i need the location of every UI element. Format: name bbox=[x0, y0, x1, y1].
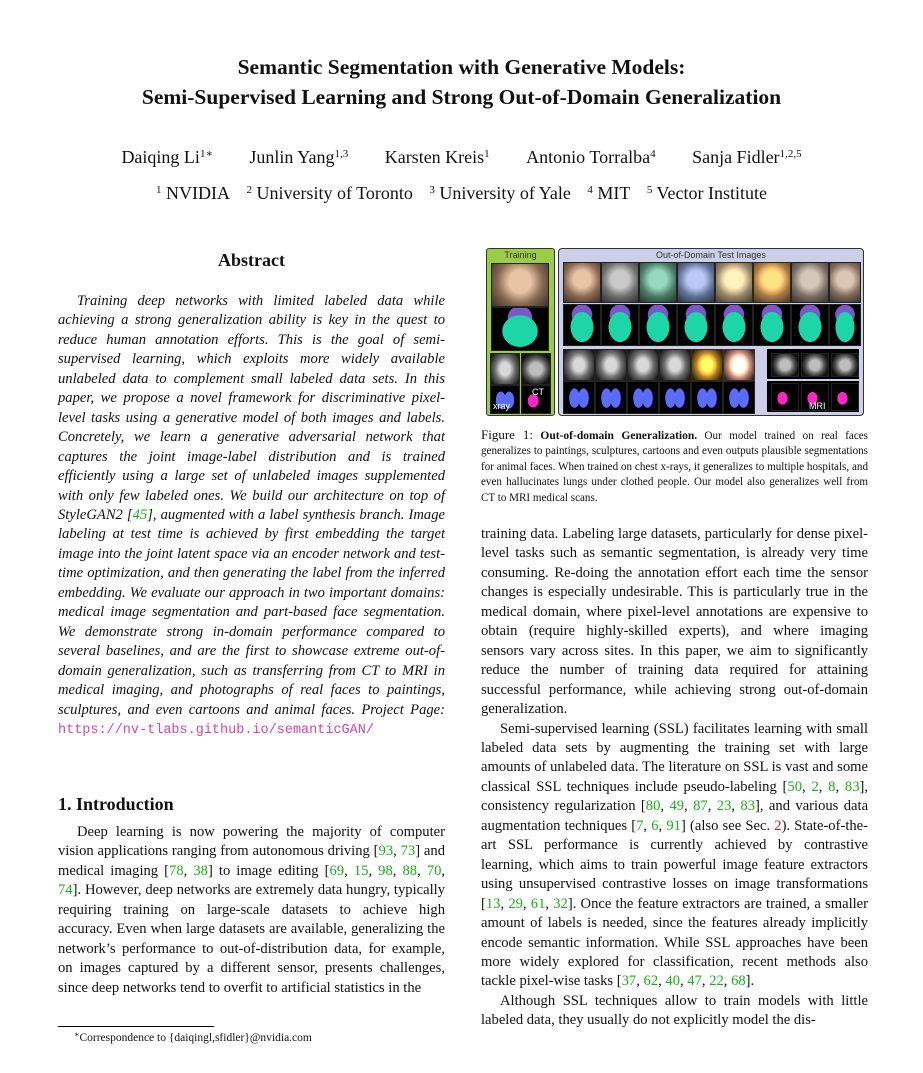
author: Karsten Kreis$^1$ bbox=[384, 147, 490, 167]
author: Daiqing $Li^{1∗}$ bbox=[121, 147, 213, 167]
affiliation: $^3$ University of Yale bbox=[429, 183, 571, 203]
author-list bbox=[0, 144, 923, 170]
test-xray bbox=[595, 349, 627, 381]
test-mri-segmentation bbox=[831, 383, 859, 411]
paragraph: Deep learning is now powering the majority of computer vision applications ranging from autonomous driving [93, 73] and medical imaging [78, 38] to image editing [69, 15, 98, 88, 70, 74]. However, deep networks are extremely data hungry, typically requiring training on large-scale datasets to achieve high accuracy. Even when large datasets are available, generalizing the network’s performance to out-of-distribution data, for example, on images captured by a different sensor, presents challenges, since deep networks tend to overfit to artificial statistics in the bbox=[58, 824, 446, 996]
paragraph: Semi-supervised learning (SSL) facilitates learning with small labeled data sets by augmenting the training set with large amounts of unlabeled data. The literature on SSL is vast and some classical SSL techniques include pseudo-labeling [50, 2, 8, 83], consistency regularization [80, 49, 87, 23, 83], and various data augmentation techniques [7, 6, 91] (also see Sec. 2). State-of-the-art SSL performance is currently achieved by contrastive learning, which aims to train powerful image feature extractors using unsupervised contrastive losses on image transformations [13, 29, 61, 32]. Once the feature extractors are trained, a smaller amount of labels is needed, since the features already implicitly encode semantic information. While SSL approaches have been more widely explored for classification, recent methods also tackle pixel-wise tasks [37, 62, 40, 47, 22, 68]. bbox=[481, 720, 869, 990]
author: Antonio Torralba$^4$ bbox=[526, 147, 656, 167]
mri-label: MRI bbox=[809, 401, 826, 411]
test-lung-segmentation bbox=[723, 381, 755, 414]
test-image bbox=[753, 262, 791, 303]
citation-link[interactable]: 69 bbox=[329, 862, 345, 879]
citation-link[interactable]: 62 bbox=[643, 973, 659, 990]
test-image bbox=[829, 262, 861, 303]
paragraph: training data. Labeling large datasets, particularly for dense pixel-level tasks such as semantic segmentation, is already very time consuming. Re-doing the annotation effort each time the sensor changes is especially undesirable. This is particularly true in the medical domain, where pixel-level annotations are expensive to obtain (require highly-skilled experts), and where imaging sensors vary across sites. In this paper, we aim to significantly reduce the number of training data required for attaining successful performance, while achieving strong out-of-domain generalization. bbox=[481, 526, 868, 718]
ct-label: CT bbox=[532, 387, 544, 397]
test-image bbox=[791, 262, 829, 303]
citation-link[interactable]: 78 bbox=[169, 862, 184, 879]
citation-link[interactable]: 8 bbox=[828, 778, 836, 795]
test-lung-segmentation bbox=[691, 381, 723, 414]
citation-link[interactable]: 50 bbox=[787, 778, 802, 795]
affiliation: $^4$ MIT bbox=[587, 183, 631, 203]
citation-link[interactable]: 83 bbox=[844, 778, 860, 795]
training-label: Training bbox=[504, 250, 537, 260]
footnote-rule bbox=[58, 1026, 214, 1027]
test-mri bbox=[801, 353, 829, 377]
test-image bbox=[639, 262, 677, 303]
xray-image bbox=[490, 353, 520, 385]
test-segmentation bbox=[563, 304, 601, 346]
affiliation-list bbox=[0, 180, 923, 206]
test-mri-segmentation bbox=[771, 383, 799, 411]
citation-link[interactable]: 15 bbox=[353, 862, 369, 879]
citation-link[interactable]: 7 bbox=[636, 817, 644, 834]
paper-title bbox=[0, 52, 923, 112]
citation-link[interactable]: 83 bbox=[740, 798, 756, 815]
face-segmentation bbox=[491, 307, 549, 351]
citation-link[interactable]: 98 bbox=[378, 862, 393, 879]
test-image bbox=[677, 262, 715, 303]
citation-link[interactable]: 37 bbox=[621, 973, 637, 990]
paragraph: Although SSL techniques allow to train models with little labeled data, they usually do not explicitly model the dis- bbox=[481, 992, 868, 1029]
test-image bbox=[563, 262, 601, 303]
test-lung-segmentation bbox=[659, 381, 691, 414]
citation-link[interactable]: 73 bbox=[400, 843, 416, 860]
citation-link[interactable]: 22 bbox=[709, 973, 724, 990]
citation-link[interactable]: 70 bbox=[426, 862, 442, 879]
project-page-link[interactable]: https://nv-tlabs.github.io/semanticGAN/ bbox=[58, 722, 374, 738]
citation-link[interactable]: 91 bbox=[666, 817, 681, 834]
test-xray bbox=[563, 349, 595, 381]
author: Junlin Yang$^{1,3}$ bbox=[249, 147, 349, 167]
title-line-2: Semi-Supervised Learning and Strong Out-of-Domain Generalization bbox=[141, 85, 782, 109]
footnote: ∗Correspondence to {daiqingl,sfidler}@nvidia.com bbox=[74, 1030, 312, 1044]
test-segmentation bbox=[677, 304, 715, 346]
test-clothed-person bbox=[723, 349, 755, 381]
affiliation: $^1$ NVIDIA bbox=[155, 183, 230, 203]
citation-link[interactable]: 87 bbox=[693, 798, 708, 815]
test-lung-segmentation bbox=[563, 381, 595, 414]
test-xray bbox=[627, 349, 659, 381]
test-image bbox=[715, 262, 753, 303]
affiliation: $^5$ Vector Institute bbox=[646, 183, 768, 203]
introduction-body bbox=[58, 823, 445, 998]
citation-link[interactable]: 47 bbox=[687, 973, 702, 990]
out-of-domain-panel bbox=[558, 248, 864, 416]
citation-link[interactable]: 68 bbox=[731, 973, 746, 990]
citation-link[interactable]: 23 bbox=[716, 798, 732, 815]
citation-link[interactable]: 32 bbox=[553, 895, 568, 912]
test-lung-segmentation bbox=[627, 381, 659, 414]
citation-link[interactable]: 29 bbox=[508, 895, 523, 912]
test-image bbox=[601, 262, 639, 303]
test-segmentation bbox=[639, 304, 677, 346]
test-segmentation bbox=[601, 304, 639, 346]
citation-link[interactable]: 74 bbox=[58, 882, 73, 899]
citation-link[interactable]: 61 bbox=[530, 895, 546, 912]
abstract-heading: Abstract bbox=[218, 250, 285, 270]
title-line-1: Semantic Segmentation with Generative Models: bbox=[237, 55, 686, 79]
citation-link[interactable]: 6 bbox=[651, 817, 659, 834]
citation-link[interactable]: 38 bbox=[193, 862, 208, 879]
test-segmentation bbox=[829, 304, 861, 346]
test-mri bbox=[831, 353, 859, 377]
face-photo bbox=[491, 263, 549, 307]
right-column-body bbox=[481, 525, 868, 1031]
ood-label: Out-of-Domain Test Images bbox=[656, 250, 766, 260]
citation-link[interactable]: 45 bbox=[132, 506, 148, 523]
test-clothed-person bbox=[691, 349, 723, 381]
test-segmentation bbox=[791, 304, 829, 346]
figure-1 bbox=[486, 248, 864, 416]
test-segmentation bbox=[753, 304, 791, 346]
citation-link[interactable]: 40 bbox=[665, 973, 680, 990]
citation-link[interactable]: 93 bbox=[378, 843, 394, 860]
test-xray bbox=[659, 349, 691, 381]
citation-link[interactable]: 88 bbox=[402, 862, 418, 879]
abstract-body: Training deep networks with limited labeled data while achieving a strong generalization ability is key in the quest to reduce human annotation efforts. This is the goal of semi-supervised learning, which exploits more widely available unlabeled data to complement small labeled data sets. In this paper, we propose a novel framework for discriminative pixel-level tasks using a generative model of both images and labels. Concretely, we learn a generative adversarial network that captures the joint image-label distribution and is trained efficiently using a large set of unlabeled images supplemented with only few labeled ones. We build our architecture on top of StyleGAN2 [45], augmented with a label synthesis branch. Image labeling at test time is achieved by first embedding the target image into the joint latent space via an encoder network and test-time optimization, and then generating the label from the inferred embedding. We evaluate our approach in two important domains: medical image segmentation and part-based face segmentation. We demonstrate strong in-domain performance compared to several baselines, and are the first to showcase extreme out-of-domain generalization, such as transferring from CT to MRI in medical imaging, and photographs of real faces to paintings, sculptures, and even cartoons and animal faces. Project Page: https://nv-tlabs.github.io/semanticGAN/ bbox=[58, 293, 445, 738]
citation-link[interactable]: 49 bbox=[669, 798, 685, 815]
test-lung-segmentation bbox=[595, 381, 627, 414]
author: Sanja Fidler$^{1,2,5}$ bbox=[692, 147, 802, 167]
citation-link[interactable]: 13 bbox=[485, 895, 501, 912]
test-segmentation bbox=[715, 304, 753, 346]
training-panel bbox=[486, 248, 555, 416]
test-mri bbox=[771, 353, 799, 377]
section-heading-introduction: 1. Introduction bbox=[58, 794, 174, 814]
ct-image bbox=[521, 353, 551, 385]
xray-label: xray bbox=[493, 401, 511, 411]
section-ref-link[interactable]: 2 bbox=[774, 817, 782, 834]
figure-caption: Figure 1: Out-of-domain Generalization. Our model trained on real faces generalizes to paintings, sculptures, cartoons and even outputs plausible segmentations for animal faces. When trained on chest x-rays, it generalizes to multiple hospitals, and even hallucinates lungs under clothed people. Our model also generalizes well from CT to MRI medical scans. bbox=[481, 427, 868, 504]
citation-link[interactable]: 2 bbox=[811, 778, 819, 795]
affiliation: $^2$ University of Toronto bbox=[246, 183, 413, 203]
citation-link[interactable]: 80 bbox=[645, 798, 661, 815]
